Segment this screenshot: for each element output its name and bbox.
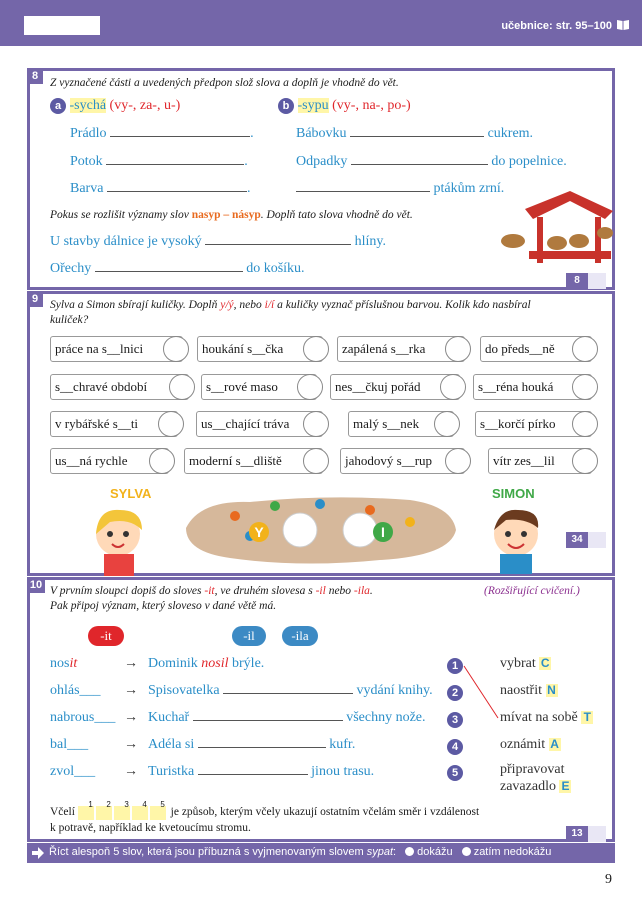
verb-row-1: nosit	[50, 656, 78, 671]
exercise-9	[27, 291, 615, 576]
tag-ila: -ila	[282, 626, 318, 646]
color-circle[interactable]	[303, 448, 329, 474]
word-box[interactable]: do předs__ně	[480, 336, 592, 362]
color-circle[interactable]	[158, 411, 184, 437]
bee-sentence-2: k potravě, například ke kvetoucímu stromu.	[50, 822, 251, 834]
exercise-number: 9	[27, 291, 43, 307]
tag-il: -il	[232, 626, 266, 646]
y-marble: Y	[249, 522, 269, 542]
arrow: →	[124, 656, 138, 671]
arrow: →	[124, 683, 138, 698]
color-circle[interactable]	[303, 411, 329, 437]
verb-row-5: zvol___	[50, 764, 96, 779]
b-row-1: Bábovku cukrem.	[296, 126, 534, 141]
root-b: -sypu	[297, 98, 329, 114]
page-number: 9	[605, 872, 612, 887]
meaning-4: oznámit A	[500, 737, 559, 752]
instruction: Sylva a Simon sbírají kuličky. Doplň y/ý, nebo i/í a kuličky vyznač příslušnou barvou. Kolik kdo nasbíral	[50, 299, 531, 311]
simon-illustration	[470, 504, 560, 574]
score-badge: 13	[566, 826, 606, 842]
word-box[interactable]: zapálená s__rka	[337, 336, 465, 362]
color-circle[interactable]	[445, 448, 471, 474]
extension-note: (Rozšiřující cvičení.)	[484, 585, 580, 597]
verb-row-3: nabrous___	[50, 710, 116, 725]
meaning-number: 1	[447, 657, 463, 675]
color-circle[interactable]	[297, 374, 323, 400]
textbook-reference: učebnice: str. 95–100	[501, 20, 612, 32]
i-marble: I	[373, 522, 393, 542]
color-circle[interactable]	[434, 411, 460, 437]
rock-with-marbles	[180, 492, 460, 568]
color-circle[interactable]	[572, 448, 598, 474]
color-circle[interactable]	[440, 374, 466, 400]
arrow-right-icon	[31, 846, 45, 860]
meaning-2: naostřit N	[500, 683, 556, 698]
score-badge: 8	[566, 273, 606, 289]
prefixes-a: (vy-, za-, u-)	[109, 98, 181, 114]
instruction: V prvním sloupci dopiš do sloves -it, ve druhém slovesa s -il nebo -ila.	[50, 585, 373, 597]
meaning-5: připravovat	[500, 762, 565, 777]
page-header	[0, 0, 642, 46]
part-a-header	[50, 98, 180, 114]
word-box[interactable]: malý s__nek	[348, 411, 454, 437]
instruction-2: Pak připoj význam, který sloveso v dané větě má.	[50, 600, 277, 612]
a-row-3: Barva .	[70, 181, 251, 196]
letter-slot[interactable]: 3	[114, 806, 130, 820]
meaning-3: mívat na sobě T	[500, 710, 593, 726]
instruction: Z vyznačené části a uvedených předpon slož slova a doplň je vhodně do vět.	[50, 77, 399, 89]
header-tab	[24, 16, 100, 35]
color-circle[interactable]	[163, 336, 189, 362]
score-badge: 34	[566, 532, 606, 548]
word-box[interactable]: s__korčí pírko	[475, 411, 592, 437]
color-circle[interactable]	[149, 448, 175, 474]
bee-sentence: Včelí 1 2 3 4 5 je způsob, kterým včely ukazují ostatním včelám směr i vzdálenost	[50, 800, 480, 818]
sentence-row-1: Dominik nosil brýle.	[148, 656, 265, 671]
label-b: b	[278, 98, 294, 114]
word-box[interactable]: s__chravé období	[50, 374, 189, 400]
meaning-number: 4	[447, 738, 463, 756]
verb-row-2: ohlás___	[50, 683, 101, 698]
b-row-3: ptákům zrní.	[296, 181, 504, 197]
arrow: →	[124, 710, 138, 725]
sentence-row-4: Adéla si kufr.	[148, 737, 356, 752]
word-box[interactable]: s__réna houká	[473, 374, 592, 400]
letter-slot[interactable]: 5	[150, 806, 166, 820]
sentence-2: Ořechy do košíku.	[50, 261, 305, 276]
self-assessment-bar: Říct alespoň 5 slov, která jsou příbuzná s vyjmenovaným slovem sypat: dokážu zatím nedokážu	[27, 843, 615, 863]
word-box[interactable]: v rybářské s__ti	[50, 411, 178, 437]
word-box[interactable]: houkání s__čka	[197, 336, 323, 362]
letter-slot[interactable]: 1	[78, 806, 94, 820]
sentence-row-2: Spisovatelka vydání knihy.	[148, 683, 433, 698]
sentence-1: U stavby dálnice je vysoký hlíny.	[50, 234, 387, 249]
verb-row-4: bal___	[50, 737, 89, 752]
sylva-illustration	[70, 504, 170, 576]
word-box[interactable]: práce na s__lnici	[50, 336, 183, 362]
color-circle[interactable]	[572, 336, 598, 362]
letter-slot[interactable]: 2	[96, 806, 112, 820]
sentence-row-3: Kuchař všechny nože.	[148, 710, 426, 725]
exercise-number: 10	[27, 577, 45, 593]
part-b-header	[278, 98, 411, 114]
color-circle[interactable]	[445, 336, 471, 362]
root-a: -sychá	[69, 98, 107, 114]
meaning-5-line2: zavazadlo E	[500, 779, 570, 794]
option-dot[interactable]	[462, 847, 471, 856]
prefixes-b: (vy-, na-, po-)	[332, 98, 411, 114]
a-row-1: Prádlo .	[70, 126, 254, 141]
arrow: →	[124, 764, 138, 779]
exercise-number: 8	[27, 68, 43, 84]
option-dot[interactable]	[405, 847, 414, 856]
color-circle[interactable]	[169, 374, 195, 400]
b-row-2: Odpadky do popelnice.	[296, 154, 567, 169]
simon-label: SIMON	[492, 486, 535, 501]
word-box[interactable]: nes__čkuj pořád	[330, 374, 460, 400]
word-box[interactable]: jahodový s__rup	[340, 448, 465, 474]
color-circle[interactable]	[572, 374, 598, 400]
word-box[interactable]: moderní s__dliště	[184, 448, 323, 474]
a-row-2: Potok .	[70, 154, 248, 169]
meaning-number: 2	[447, 684, 463, 702]
meaning-1: vybrat C	[500, 656, 550, 671]
word-box[interactable]: s__rové maso	[201, 374, 317, 400]
letter-slot[interactable]: 4	[132, 806, 148, 820]
meaning-number: 5	[447, 764, 463, 782]
label-a: a	[50, 98, 66, 114]
word-box[interactable]: us__ná rychle	[50, 448, 169, 474]
sentence-row-5: Turistka jinou trasu.	[148, 764, 375, 779]
sylva-label: SYLVA	[110, 486, 152, 501]
word-box[interactable]: us__chající tráva	[196, 411, 323, 437]
bird-feeder-illustration	[485, 189, 615, 271]
arrow: →	[124, 737, 138, 752]
color-circle[interactable]	[303, 336, 329, 362]
instruction-2: kuliček?	[50, 314, 89, 326]
color-circle[interactable]	[572, 411, 598, 437]
book-icon	[616, 19, 630, 31]
exercise-10	[27, 577, 615, 842]
exercise-8	[27, 68, 615, 290]
instruction-2: Pokus se rozlišit významy slov nasyp – násyp. Doplň tato slova vhodně do vět.	[50, 209, 413, 221]
tag-it: -it	[88, 626, 124, 646]
word-box[interactable]: vítr zes__lil	[488, 448, 592, 474]
meaning-number: 3	[447, 711, 463, 729]
